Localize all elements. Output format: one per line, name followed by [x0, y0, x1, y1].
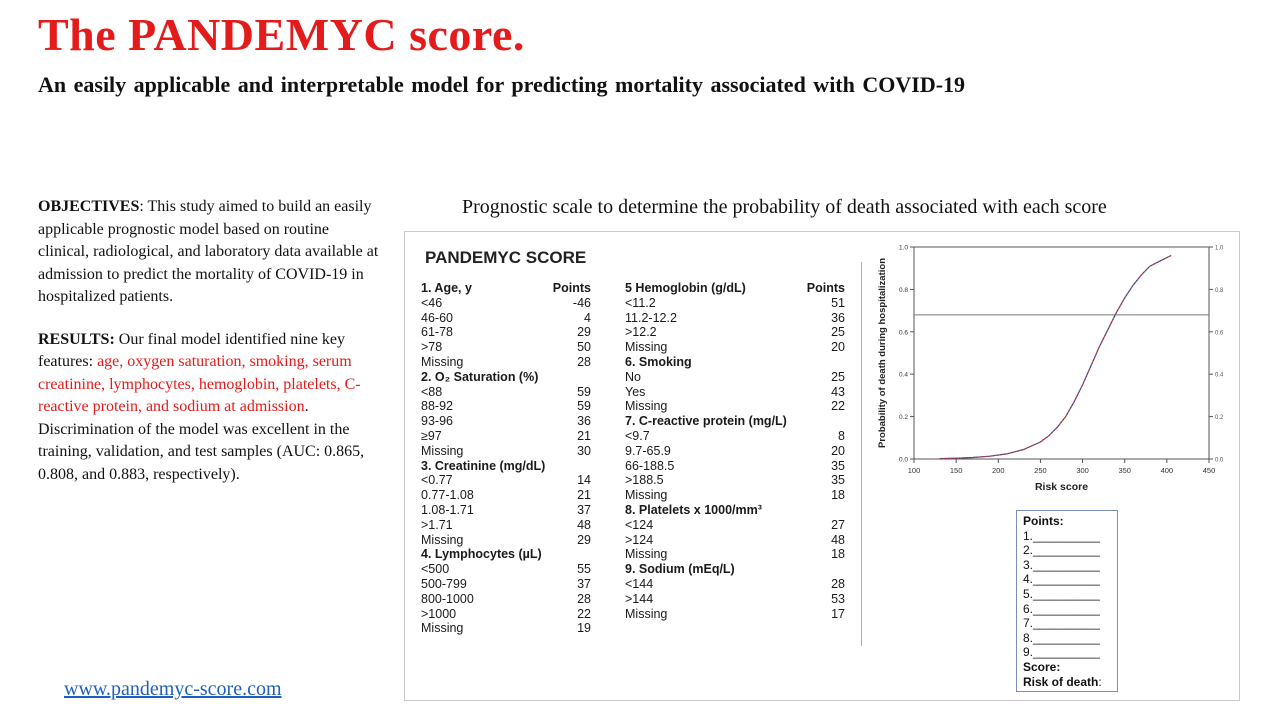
score-row-label: 8. Platelets x 1000/mm³ — [625, 502, 762, 517]
points-box — [1016, 510, 1118, 692]
score-section-header — [625, 414, 845, 429]
score-label: Score: — [1023, 659, 1061, 674]
y-tick-label: 0.2 — [898, 414, 908, 422]
score-row-label: Missing — [421, 354, 464, 369]
score-row-points: 43 — [831, 384, 845, 399]
score-row-points: 25 — [831, 325, 845, 340]
score-row-points: 4 — [584, 310, 591, 325]
score-row-points: 29 — [577, 532, 591, 547]
score-row — [421, 429, 591, 444]
score-row-label: Missing — [625, 547, 668, 562]
plot-frame — [914, 247, 1209, 459]
y-right-tick-label: 0.0 — [1215, 457, 1224, 464]
score-row — [421, 399, 591, 414]
score-row-points: 8 — [838, 428, 845, 443]
score-row-points: 21 — [577, 488, 591, 503]
probability-chart — [870, 238, 1230, 500]
score-row-label: No — [625, 369, 641, 384]
score-row-points: 35 — [831, 473, 845, 488]
points-box-title: Points: — [1023, 514, 1064, 528]
score-row — [421, 311, 591, 326]
score-column-2 — [625, 281, 845, 621]
points-line: 4.__________ — [1023, 572, 1100, 587]
score-row — [625, 296, 845, 311]
score-row-label: 9.7-65.9 — [625, 443, 671, 458]
y-tick-label: 0.0 — [898, 456, 908, 464]
summary-text — [38, 196, 383, 486]
scale-caption: Prognostic scale to determine the probability of death associated with each score — [462, 196, 1107, 218]
score-row-points: 19 — [577, 621, 591, 636]
y-right-tick-label: 0.2 — [1215, 415, 1224, 422]
results-features: age, oxygen saturation, smoking, serum creatinine, lymphocytes, hemoglobin, platelets, C-reactive protein, and sodium at admission — [38, 353, 361, 415]
score-row-label: 1. Age, y — [421, 281, 472, 295]
score-row-label: 46-60 — [421, 310, 453, 325]
score-row-label: 88-92 — [421, 399, 453, 414]
score-row-label: <46 — [421, 295, 443, 310]
score-row — [625, 429, 845, 444]
probability-curve-overlay — [939, 256, 1171, 459]
score-row-label: Missing — [421, 621, 464, 636]
score-row-label: 6. Smoking — [625, 354, 692, 369]
score-row — [625, 370, 845, 385]
column-divider — [861, 262, 862, 646]
score-row — [421, 473, 591, 488]
score-row-label: <88 — [421, 384, 443, 399]
x-tick-label: 450 — [1202, 466, 1216, 475]
score-column-1 — [421, 281, 591, 636]
y-tick-label: 1.0 — [898, 244, 908, 252]
score-row-label: >124 — [625, 532, 654, 547]
score-row-label: >1000 — [421, 606, 457, 621]
y-right-tick-label: 0.6 — [1215, 330, 1224, 337]
score-row — [421, 355, 591, 370]
score-row-points: 28 — [577, 591, 591, 606]
score-row-points: 20 — [831, 443, 845, 458]
results-text-after: . Discrimination of the model was excellent in the training, validation, and test samples (AUC: 0.865, 0.808, and 0.883, respectively). — [38, 398, 365, 483]
score-row-points: 36 — [831, 310, 845, 325]
score-row-label: >188.5 — [625, 473, 664, 488]
score-row-label: <11.2 — [625, 295, 656, 310]
score-row-label: 5 Hemoglobin (g/dL) — [625, 281, 746, 295]
score-row — [421, 562, 591, 577]
score-row-points: 59 — [577, 384, 591, 399]
score-row-points: 20 — [831, 340, 845, 355]
score-row-points: 28 — [577, 354, 591, 369]
score-section-header — [421, 281, 591, 296]
score-row — [625, 444, 845, 459]
points-line: 9.__________ — [1023, 645, 1100, 660]
score-row — [421, 577, 591, 592]
score-row-points: 22 — [577, 606, 591, 621]
score-row-label: Missing — [625, 399, 668, 414]
score-row — [625, 325, 845, 340]
score-row-label: <124 — [625, 517, 654, 532]
score-row-label: >78 — [421, 340, 443, 355]
score-section-header — [625, 355, 845, 370]
website-link[interactable]: www.pandemyc-score.com — [64, 678, 282, 700]
page-subtitle: An easily applicable and interpretable model for predicting mortality associated with COVID-19 — [38, 72, 966, 97]
score-row-points: 35 — [831, 458, 845, 473]
score-row-label: Missing — [625, 340, 668, 355]
x-tick-label: 350 — [1118, 466, 1131, 475]
score-row — [421, 488, 591, 503]
score-row — [625, 459, 845, 474]
x-tick-label: 250 — [1034, 466, 1047, 475]
score-row — [625, 518, 845, 533]
score-row-label: <0.77 — [421, 473, 453, 488]
score-row — [625, 473, 845, 488]
score-row-points: 14 — [577, 473, 591, 488]
score-row-label: 1.08-1.71 — [421, 502, 474, 517]
score-row-label: Missing — [421, 532, 464, 547]
page-title: The PANDEMYC score. — [38, 9, 525, 60]
points-line: 2.__________ — [1023, 543, 1100, 558]
score-row-label: >1.71 — [421, 517, 453, 532]
score-row-points: 17 — [831, 606, 845, 621]
score-row-points: 37 — [577, 576, 591, 591]
score-row-points: 29 — [577, 325, 591, 340]
points-line: 1.__________ — [1023, 528, 1100, 543]
y-tick-label: 0.6 — [898, 329, 908, 337]
objectives-text: : This study aimed to build an easily applicable prognostic model based on routine clinical, radiological, and laboratory data available at admission to predict the mortality of COVID-19 in hospitalized patients. — [38, 198, 379, 305]
score-row-label: Yes — [625, 384, 646, 399]
score-row-label: 66-188.5 — [625, 458, 675, 473]
score-row-points: 37 — [577, 502, 591, 517]
x-tick-label: 200 — [992, 466, 1005, 475]
x-tick-label: 100 — [907, 466, 921, 475]
y-tick-label: 0.4 — [898, 371, 908, 379]
x-tick-label: 150 — [949, 466, 963, 475]
score-row — [625, 607, 845, 622]
score-row-label: ≥97 — [421, 428, 442, 443]
score-row-label: 3. Creatinine (mg/dL) — [421, 458, 546, 473]
x-tick-label: 300 — [1076, 466, 1089, 475]
score-row-label: 7. C-reactive protein (mg/L) — [625, 414, 787, 429]
results-paragraph — [38, 329, 383, 487]
y-tick-label: 0.8 — [898, 286, 908, 294]
score-row-points: 55 — [577, 562, 591, 577]
score-row-points: 30 — [577, 443, 591, 458]
score-row — [625, 385, 845, 400]
score-row-points: 53 — [831, 591, 845, 606]
results-text-before: Our final model identified nine key features: — [38, 330, 345, 370]
score-row-label: 61-78 — [421, 325, 453, 340]
score-row-label: 4. Lymphocytes (µL) — [421, 547, 542, 562]
score-table-title: PANDEMYC SCORE — [425, 248, 587, 267]
score-section-header — [625, 281, 845, 296]
score-row — [421, 592, 591, 607]
score-row-points: 27 — [831, 517, 845, 532]
score-row-points: 25 — [831, 369, 845, 384]
score-row-label: <500 — [421, 562, 450, 577]
score-row-points: 22 — [831, 399, 845, 414]
score-row — [625, 577, 845, 592]
score-row — [421, 296, 591, 311]
score-section-header — [421, 459, 591, 474]
x-tick-label: 400 — [1160, 466, 1174, 475]
score-row — [625, 533, 845, 548]
score-row-label: Missing — [625, 488, 668, 503]
score-row-points: 48 — [831, 532, 845, 547]
score-row — [625, 311, 845, 326]
score-row — [421, 444, 591, 459]
score-row-points: 18 — [831, 547, 845, 562]
score-row — [625, 592, 845, 607]
points-line: 7.__________ — [1023, 616, 1100, 631]
score-row-label: <9.7 — [625, 428, 650, 443]
score-row — [421, 340, 591, 355]
score-row-label: 800-1000 — [421, 591, 474, 606]
score-row-label: 2. O₂ Saturation (%) — [421, 369, 539, 384]
points-line: 5.__________ — [1023, 586, 1100, 601]
x-axis-label: Risk score — [1034, 481, 1089, 493]
points-header: Points — [806, 281, 845, 295]
objectives-label: OBJECTIVES — [38, 198, 140, 215]
score-row-points: 48 — [577, 517, 591, 532]
score-row-points: 36 — [577, 414, 591, 429]
score-row-label: >144 — [625, 591, 654, 606]
y-right-tick-label: 0.8 — [1215, 287, 1224, 294]
objectives-paragraph — [38, 196, 383, 309]
points-line: 8.__________ — [1023, 630, 1100, 645]
score-row-points: 50 — [577, 340, 591, 355]
score-row-points: -46 — [572, 295, 591, 310]
points-line: 3.__________ — [1023, 557, 1100, 572]
score-row-points: 51 — [831, 295, 845, 310]
score-row — [625, 488, 845, 503]
risk-label: Risk of death — [1023, 674, 1099, 689]
score-section-header — [625, 562, 845, 577]
score-section-header — [421, 370, 591, 385]
score-row-label: Missing — [625, 606, 668, 621]
points-lines — [1023, 529, 1117, 660]
score-row-label: 11.2-12.2 — [625, 310, 677, 325]
risk-line — [1023, 675, 1117, 690]
score-row-label: >12.2 — [625, 325, 657, 340]
score-row-label: Missing — [421, 443, 464, 458]
score-row — [625, 340, 845, 355]
score-row — [421, 414, 591, 429]
score-row-label: 0.77-1.08 — [421, 488, 474, 503]
y-right-tick-label: 1.0 — [1215, 245, 1224, 252]
points-header: Points — [552, 281, 591, 295]
score-row — [421, 518, 591, 533]
score-row-points: 21 — [577, 428, 591, 443]
score-row — [625, 547, 845, 562]
score-row — [421, 533, 591, 548]
points-line: 6.__________ — [1023, 601, 1100, 616]
score-row-points: 28 — [831, 576, 845, 591]
score-section-header — [421, 547, 591, 562]
score-row-label: 9. Sodium (mEq/L) — [625, 562, 735, 577]
score-row — [625, 399, 845, 414]
score-row-points: 18 — [831, 488, 845, 503]
score-row-label: <144 — [625, 576, 654, 591]
score-row-points: 59 — [577, 399, 591, 414]
score-row — [421, 325, 591, 340]
score-row — [421, 621, 591, 636]
probability-curve — [939, 256, 1171, 459]
score-row — [421, 385, 591, 400]
results-label: RESULTS: — [38, 330, 115, 348]
score-row-label: 500-799 — [421, 576, 467, 591]
risk-colon: : — [1098, 674, 1102, 689]
score-section-header — [625, 503, 845, 518]
y-right-tick-label: 0.4 — [1215, 372, 1224, 379]
y-axis-label: Probability of death during hospitalization — [877, 258, 888, 448]
score-row — [421, 503, 591, 518]
score-row-label: 93-96 — [421, 414, 453, 429]
score-row — [421, 607, 591, 622]
